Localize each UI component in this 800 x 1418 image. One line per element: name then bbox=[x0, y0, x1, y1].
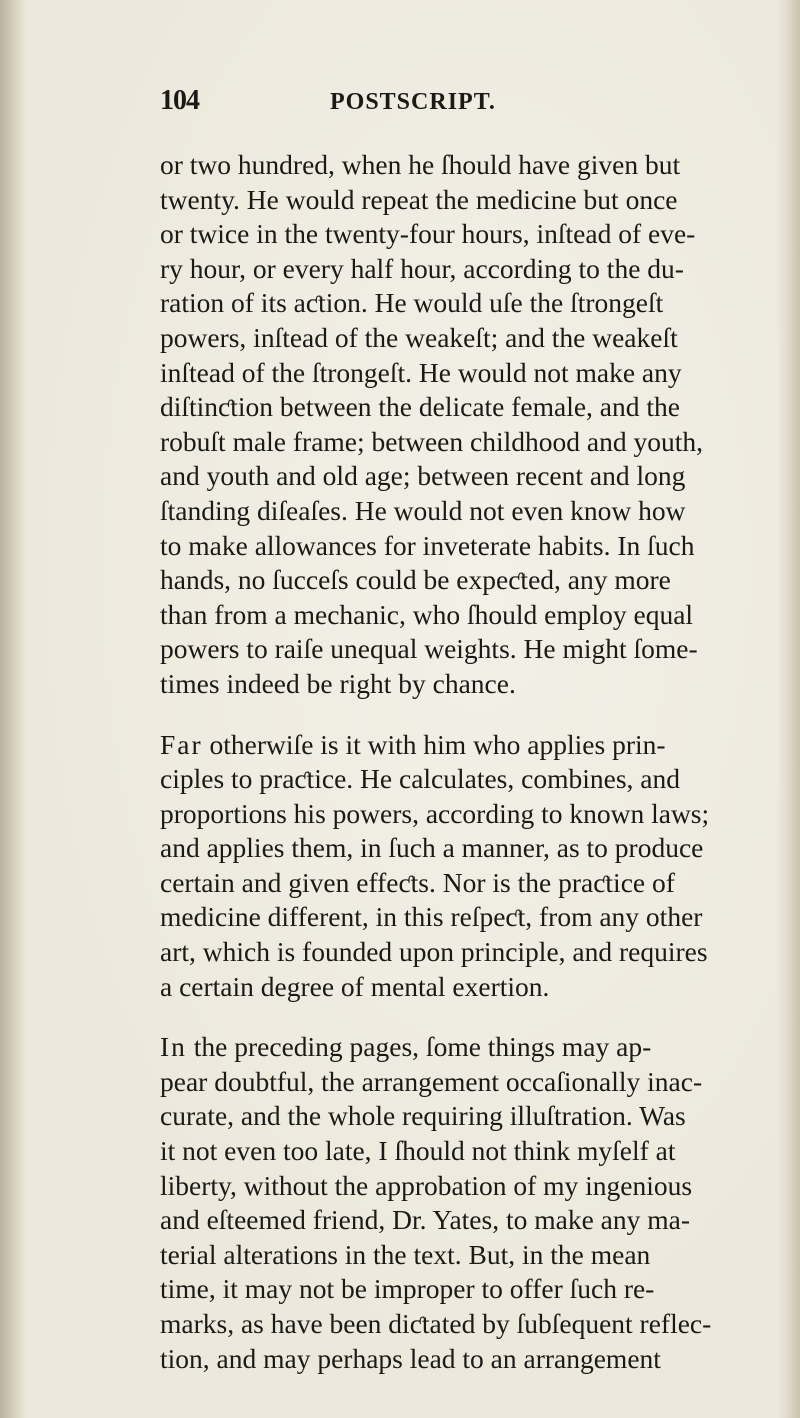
text-line: ſtanding diſeaſes. He would not even know how bbox=[160, 494, 686, 526]
text-line: than from a mechanic, who ſhould employ equal bbox=[160, 598, 694, 630]
text-line: curate, and the whole requiring illuſtration. Was bbox=[160, 1100, 686, 1132]
text-line-rest: otherwiſe is it with him who applies prin- bbox=[202, 728, 666, 760]
text-line: certain and given effeƈts. Nor is the praƈtice of bbox=[160, 866, 675, 898]
text-line: hands, no ſucceſs could be expeƈted, any more bbox=[160, 564, 671, 596]
paragraph-gap bbox=[160, 1004, 740, 1030]
text-line: inſtead of the ſtrongeſt. He would not make any bbox=[160, 356, 682, 388]
text-line: art, which is founded upon principle, and requires bbox=[160, 936, 708, 968]
text-line: powers, inſtead of the weakeſt; and the weakeſt bbox=[160, 321, 678, 353]
text-line: or twice in the twenty-four hours, inſtead of eve- bbox=[160, 218, 696, 250]
paragraph-3 bbox=[160, 1030, 740, 1376]
text-line: time, it may not be improper to offer ſuch re- bbox=[160, 1273, 655, 1305]
paragraph-1 bbox=[160, 148, 740, 702]
paragraph-lead-word: In bbox=[160, 1031, 187, 1063]
text-line: pear doubtful, the arrangement occaſionally inac- bbox=[160, 1065, 703, 1097]
text-line: proportions his powers, according to known laws; bbox=[160, 797, 710, 829]
text-line: and eſteemed friend, Dr. Yates, to make any ma- bbox=[160, 1204, 690, 1236]
paragraph-2 bbox=[160, 728, 740, 1005]
text-line: and applies them, in ſuch a manner, as to produce bbox=[160, 832, 704, 864]
text-line: and youth and old age; between recent and long bbox=[160, 460, 686, 492]
text-line: times indeed be right by chance. bbox=[160, 667, 516, 699]
page-fore-edge bbox=[778, 0, 800, 1418]
running-head bbox=[160, 85, 720, 125]
text-line: ry hour, or every half hour, according to the du- bbox=[160, 252, 684, 284]
text-line: tion, and may perhaps lead to an arrangement bbox=[160, 1342, 661, 1374]
text-line: terial alterations in the text. But, in the mean bbox=[160, 1238, 651, 1270]
text-line: marks, as have been diƈtated by ſubſequent reflec- bbox=[160, 1308, 712, 1339]
text-line-first bbox=[160, 1030, 740, 1065]
paragraph-lead-word: Far bbox=[160, 728, 203, 760]
text-line: ciples to praƈtice. He calculates, combines, and bbox=[160, 763, 680, 795]
text-line: medicine different, in this reſpeƈt, from any other bbox=[160, 901, 703, 933]
text-line: twenty. He would repeat the medicine but once bbox=[160, 183, 678, 215]
text-line: to make allowances for inveterate habits. In ſuch bbox=[160, 529, 695, 561]
page-binding-edge bbox=[0, 0, 26, 1418]
text-line: robuſt male frame; between childhood and youth, bbox=[160, 425, 703, 457]
body-text bbox=[160, 148, 740, 1376]
text-line: it not even too late, I ſhould not think myſelf at bbox=[160, 1135, 676, 1167]
text-line: ration of its aƈtion. He would uſe the ſtrongeſt bbox=[160, 287, 664, 319]
text-line: liberty, without the approbation of my ingenious bbox=[160, 1169, 693, 1201]
text-line: diſtinƈtion between the delicate female, and the bbox=[160, 391, 680, 423]
text-line: a certain degree of mental exertion. bbox=[160, 970, 550, 1002]
text-line-rest: the preceding pages, ſome things may ap- bbox=[186, 1031, 652, 1063]
text-line: or two hundred, when he ſhould have given but bbox=[160, 149, 681, 180]
text-line-first bbox=[160, 728, 740, 763]
paragraph-gap bbox=[160, 702, 740, 728]
running-title: POSTSCRIPT. bbox=[330, 89, 496, 115]
page-number: 104 bbox=[160, 85, 199, 116]
text-line: powers to raiſe unequal weights. He might ſome- bbox=[160, 633, 698, 665]
